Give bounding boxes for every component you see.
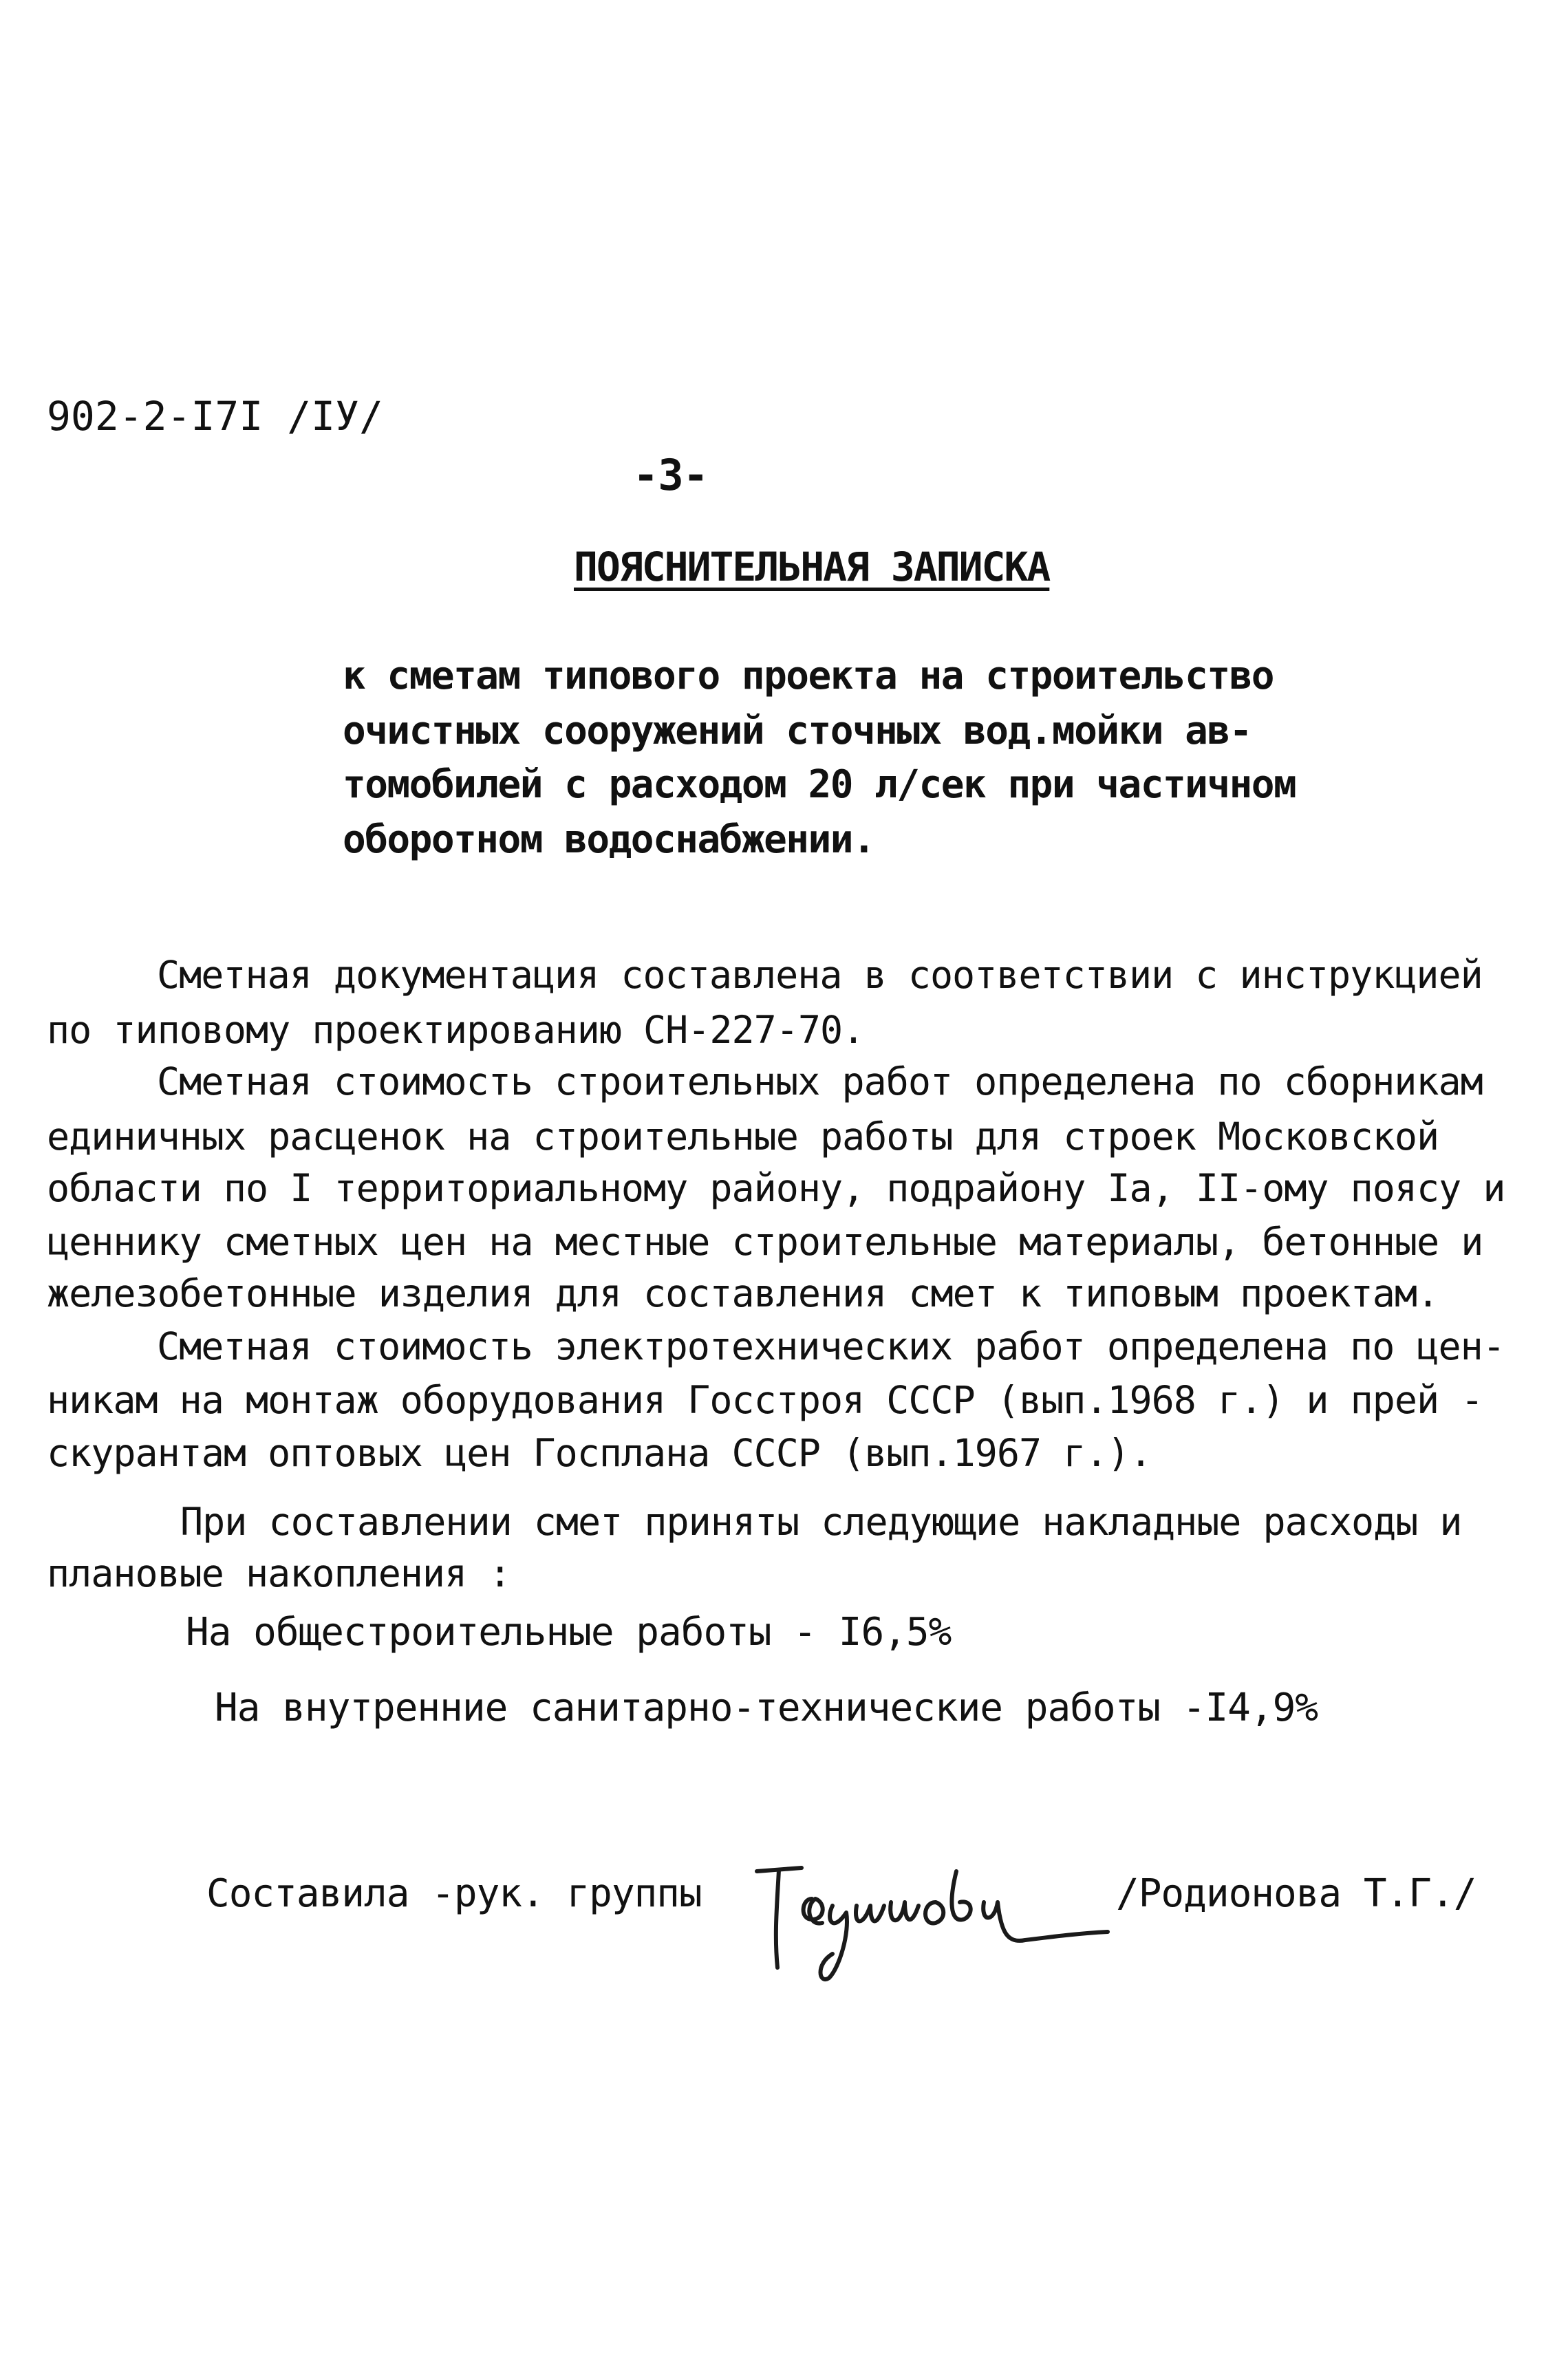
subtitle-line: оборотном водоснабжении. (343, 817, 875, 862)
page-number: -3- (633, 450, 708, 500)
subtitle-line: томобилей с расходом 20 л/сек при частичном (343, 762, 1296, 807)
body-line: Сметная стоимость строительных работ определена по сборникам (157, 1059, 1483, 1104)
rate-sanitary-technical: На внутренние санитарно-технические работы -I4,9% (215, 1686, 1318, 1730)
handwritten-signature (736, 1830, 1121, 1988)
subtitle-line: к сметам типового проекта на строительство (343, 654, 1274, 698)
document-code: 902-2-I7I /IУ/ (47, 393, 383, 440)
body-line: При составлении смет приняты следующие накладные расходы и (180, 1500, 1462, 1544)
body-line: единичных расценок на строительные работы для строек Московской (47, 1115, 1439, 1159)
body-line: Сметная документация составлена в соответствии с инструкцией (157, 953, 1483, 997)
document-title: ПОЯСНИТЕЛЬНАЯ ЗАПИСКА (574, 543, 1050, 590)
subtitle-line: очистных сооружений сточных вод.мойки ав- (343, 709, 1252, 753)
body-line: области по I территориальному району, подрайону Iа, II-ому поясу и (47, 1166, 1505, 1210)
body-line: железобетонные изделия для составления смет к типовым проектам. (47, 1271, 1439, 1315)
rate-general-construction: На общестроительные работы - I6,5% (186, 1610, 952, 1655)
body-line: Сметная стоимость электротехнических работ определена по цен- (157, 1324, 1505, 1368)
body-line: по типовому проектированию СН-227-70. (47, 1008, 865, 1052)
signer-name: /Родионова Т.Г./ (1116, 1871, 1476, 1916)
signature-label: Составила -рук. группы (206, 1871, 702, 1916)
body-line: скурантам оптовых цен Госплана СССР (вып.1967 г.). (47, 1431, 1152, 1475)
body-line: никам на монтаж оборудования Госстроя СССР (вып.1968 г.) и прей - (47, 1378, 1483, 1422)
body-line: ценнику сметных цен на местные строительные материалы, бетонные и (47, 1220, 1483, 1264)
body-line: плановые накопления : (47, 1551, 511, 1595)
